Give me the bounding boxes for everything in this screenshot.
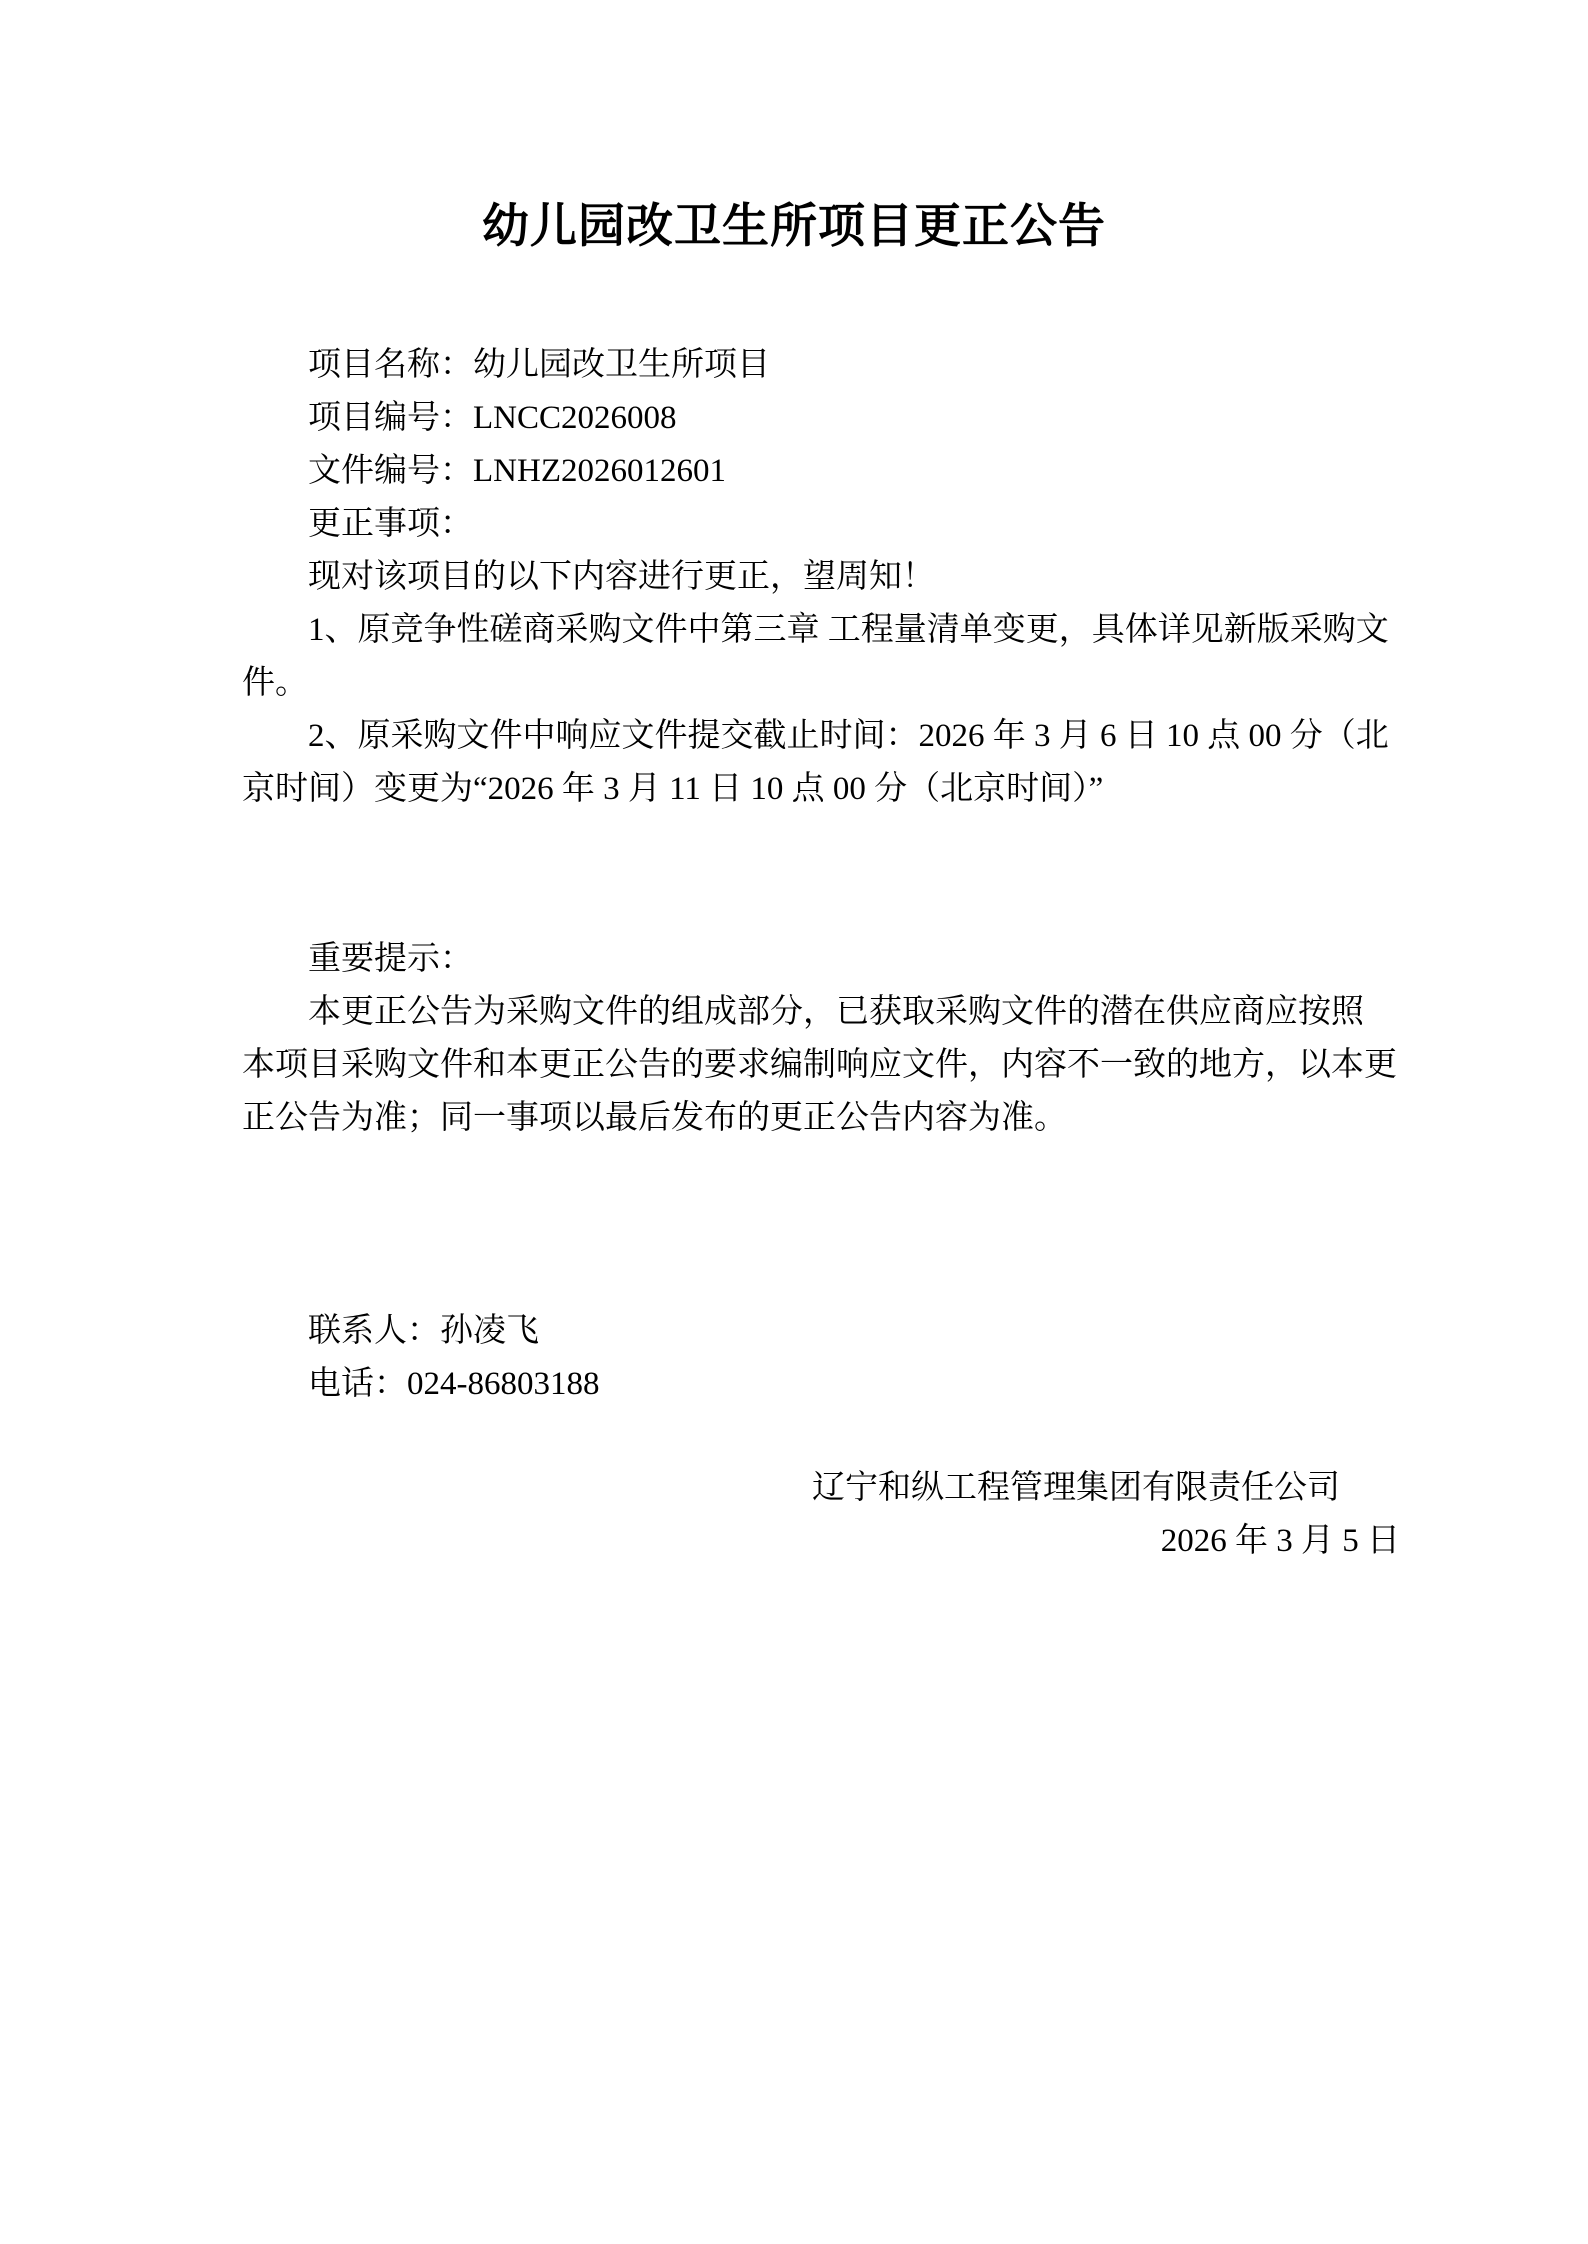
correction-item-1-line-2: 件。 [242, 665, 308, 701]
project-number-line: 项目编号：LNCC2026008 [308, 400, 677, 436]
document-title: 幼儿园改卫生所项目更正公告 [482, 201, 1106, 253]
important-notice-line-1: 本更正公告为采购文件的组成部分，已获取采购文件的潜在供应商应按照 [308, 994, 1364, 1030]
company-signature: 辽宁和纵工程管理集团有限责任公司 [812, 1470, 1340, 1506]
blank-space-2 [242, 1145, 1400, 1305]
correction-intro: 现对该项目的以下内容进行更正，望周知！ [308, 559, 935, 595]
correction-heading: 更正事项： [308, 506, 473, 542]
correction-item-2-line-2: 京时间）变更为“2026 年 3 月 11 日 10 点 00 分（北京时间）” [242, 771, 1104, 807]
blank-space-1 [242, 816, 1400, 933]
important-notice-line-2: 本项目采购文件和本更正公告的要求编制响应文件，内容不一致的地方，以本更 [242, 1047, 1397, 1083]
contact-person-line: 联系人：孙凌飞 [308, 1313, 539, 1349]
signature-date: 2026 年 3 月 5 日 [1160, 1523, 1400, 1559]
contact-phone-line: 电话：024-86803188 [308, 1366, 600, 1402]
important-notice-line-3: 正公告为准；同一事项以最后发布的更正公告内容为准。 [242, 1100, 1067, 1136]
correction-item-1-line-1: 1、原竞争性磋商采购文件中第三章 工程量清单变更，具体详见新版采购文 [308, 612, 1389, 648]
project-name-line: 项目名称：幼儿园改卫生所项目 [308, 347, 770, 383]
correction-item-2-line-1: 2、原采购文件中响应文件提交截止时间：2026 年 3 月 6 日 10 点 00 分（北 [308, 718, 1389, 754]
file-number-line: 文件编号：LNHZ2026012601 [308, 453, 726, 489]
blank-space-3 [242, 1411, 1400, 1462]
document-body [0, 339, 1588, 1568]
important-notice-heading: 重要提示： [308, 941, 473, 977]
